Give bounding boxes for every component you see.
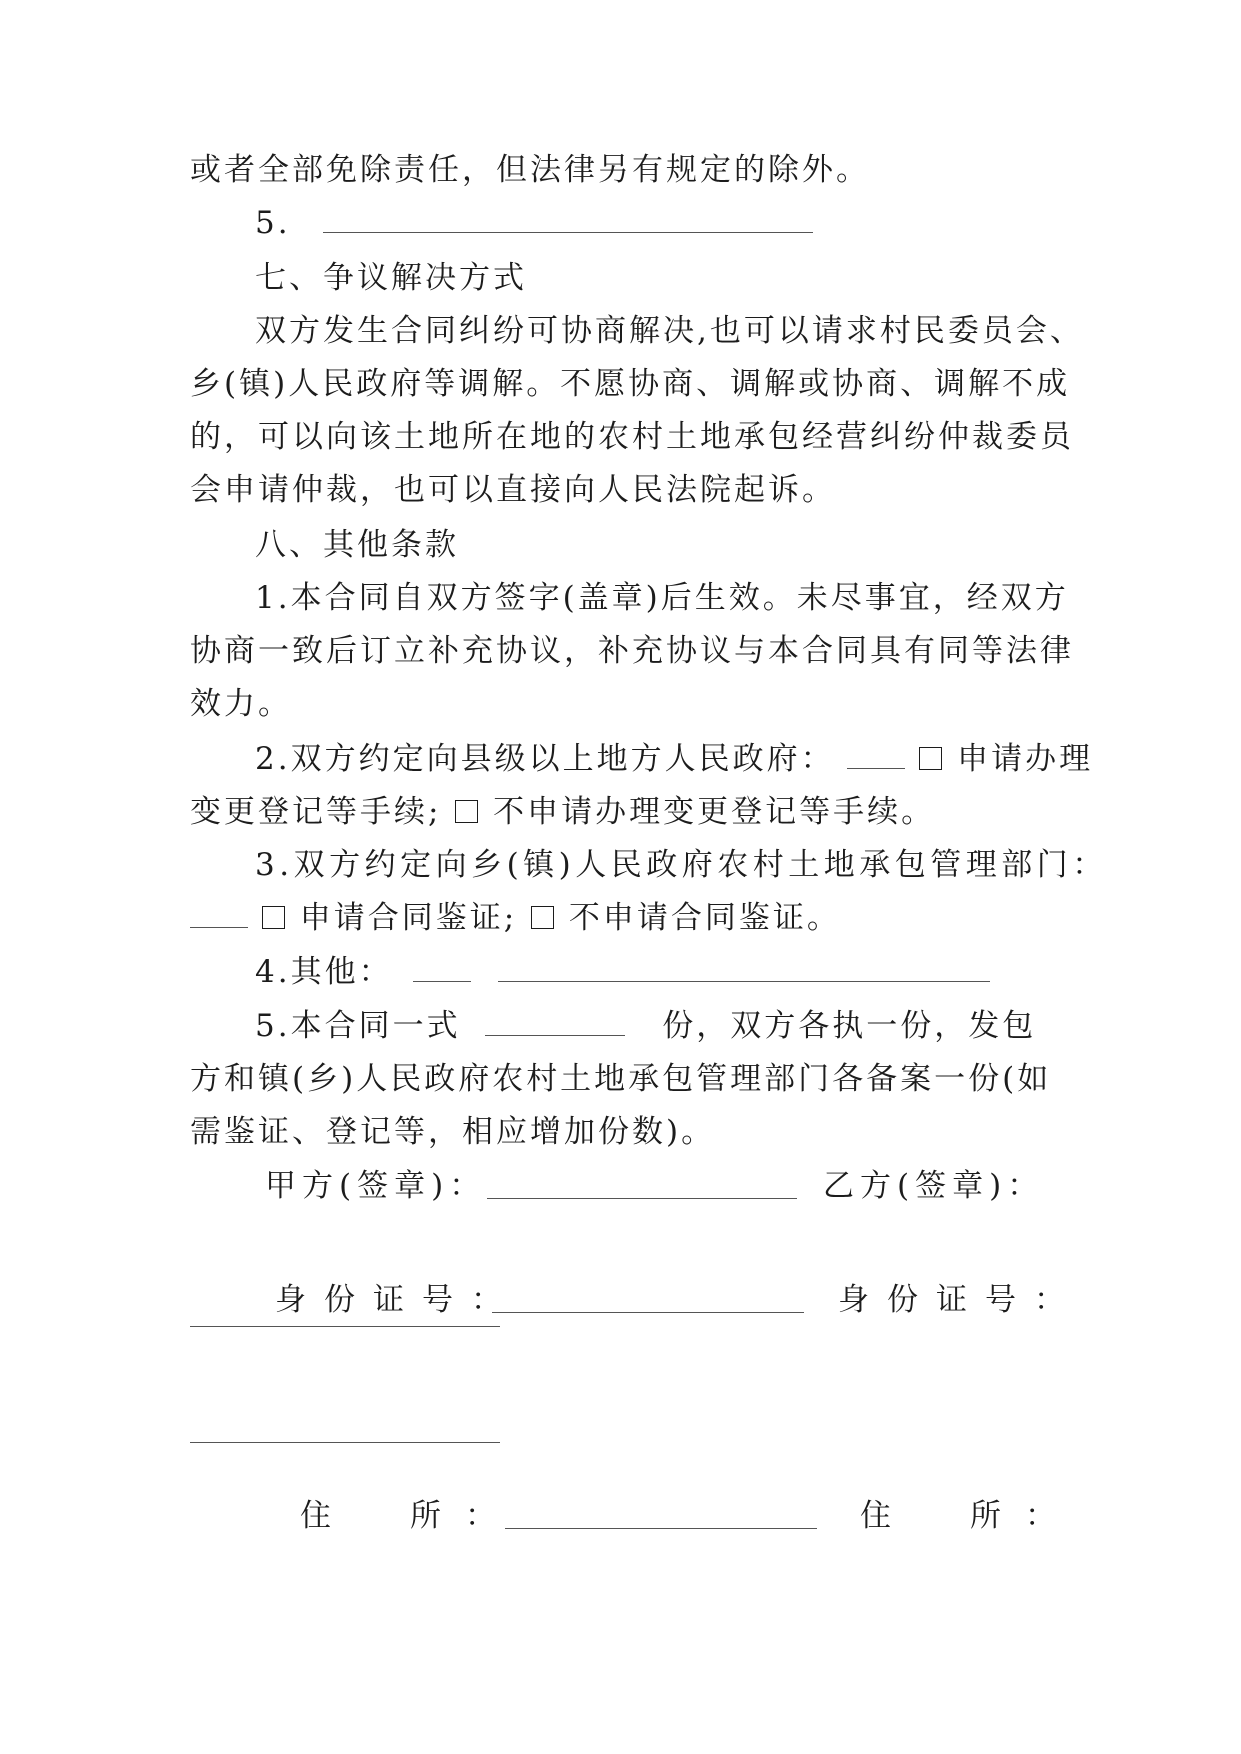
- id-number-b-label: 身份证号：: [838, 1282, 1083, 1318]
- section-heading-7: 七、争议解决方式: [255, 260, 527, 296]
- id-number-a-field[interactable]: [492, 1286, 804, 1313]
- paragraph-line: 效力。: [190, 686, 292, 722]
- option-label: 申请办理: [957, 741, 1094, 777]
- fill-blank[interactable]: [485, 1009, 625, 1036]
- party-a-label: 甲方(签章)：: [265, 1168, 487, 1204]
- id-number-b-field[interactable]: [190, 1442, 500, 1443]
- option-label: 不申请办理变更登记等手续。: [493, 794, 936, 830]
- fill-blank[interactable]: [498, 955, 990, 982]
- paragraph-line: 1.本合同自双方签字(盖章)后生效。未尽事宜，经双方: [255, 580, 1069, 616]
- checkbox[interactable]: [919, 747, 942, 770]
- item-number: 5.: [255, 205, 291, 241]
- option-label: 不申请合同鉴证。: [568, 900, 841, 936]
- checkbox[interactable]: [262, 906, 285, 929]
- clause-text: 2.双方约定向县级以上地方人民政府：: [255, 741, 835, 777]
- paragraph-line: 的，可以向该土地所在地的农村土地承包经营纠纷仲裁委员: [190, 419, 1074, 455]
- paragraph-line: 双方发生合同纠纷可协商解决,也可以请求村民委员会、: [255, 313, 1084, 349]
- clause-line: 3.双方约定向乡(镇)人民政府农村土地承包管理部门：: [255, 847, 1108, 883]
- fill-blank[interactable]: [413, 955, 471, 982]
- clause-line: [255, 739, 1115, 779]
- clause-text: 份，双方各执一份，发包: [662, 1008, 1037, 1044]
- party-a-signature-field[interactable]: [487, 1172, 797, 1199]
- party-b-label: 乙方(签章)：: [823, 1168, 1045, 1204]
- section-heading-8: 八、其他条款: [255, 527, 459, 563]
- clause-text: 4.其他：: [255, 954, 393, 990]
- clause-item-5: [255, 203, 1115, 243]
- option-label: 申请合同鉴证;: [299, 900, 518, 936]
- party-b-signature-field[interactable]: [190, 1326, 500, 1327]
- fill-blank[interactable]: [190, 901, 248, 928]
- clause-line: [255, 1006, 1115, 1046]
- id-number-a-label: 身份证号：: [275, 1282, 520, 1318]
- clause-text: 5.本合同一式: [255, 1008, 461, 1044]
- option-label: 变更登记等手续;: [190, 794, 442, 830]
- address-a-field[interactable]: [505, 1502, 817, 1529]
- fill-blank[interactable]: [323, 206, 813, 233]
- clause-line: 或者全部免除责任，但法律另有规定的除外。: [190, 152, 870, 188]
- paragraph-line: 乡(镇)人民政府等调解。不愿协商、调解或协商、调解不成: [190, 366, 1071, 402]
- address-b-label: 住 所：: [860, 1498, 1080, 1534]
- checkbox[interactable]: [531, 906, 554, 929]
- clause-line: [255, 952, 1115, 992]
- paragraph-line: 会申请仲裁，也可以直接向人民法院起诉。: [190, 472, 836, 508]
- clause-line: [190, 792, 1050, 832]
- checkbox[interactable]: [455, 800, 478, 823]
- clause-line: [190, 898, 1050, 938]
- paragraph-line: 方和镇(乡)人民政府农村土地承包管理部门各备案一份(如: [190, 1061, 1052, 1097]
- fill-blank[interactable]: [847, 742, 905, 769]
- paragraph-line: 协商一致后订立补充协议，补充协议与本合同具有同等法律: [190, 633, 1074, 669]
- address-a-label: 住 所：: [300, 1498, 520, 1534]
- paragraph-line: 需鉴证、登记等，相应增加份数)。: [190, 1114, 716, 1150]
